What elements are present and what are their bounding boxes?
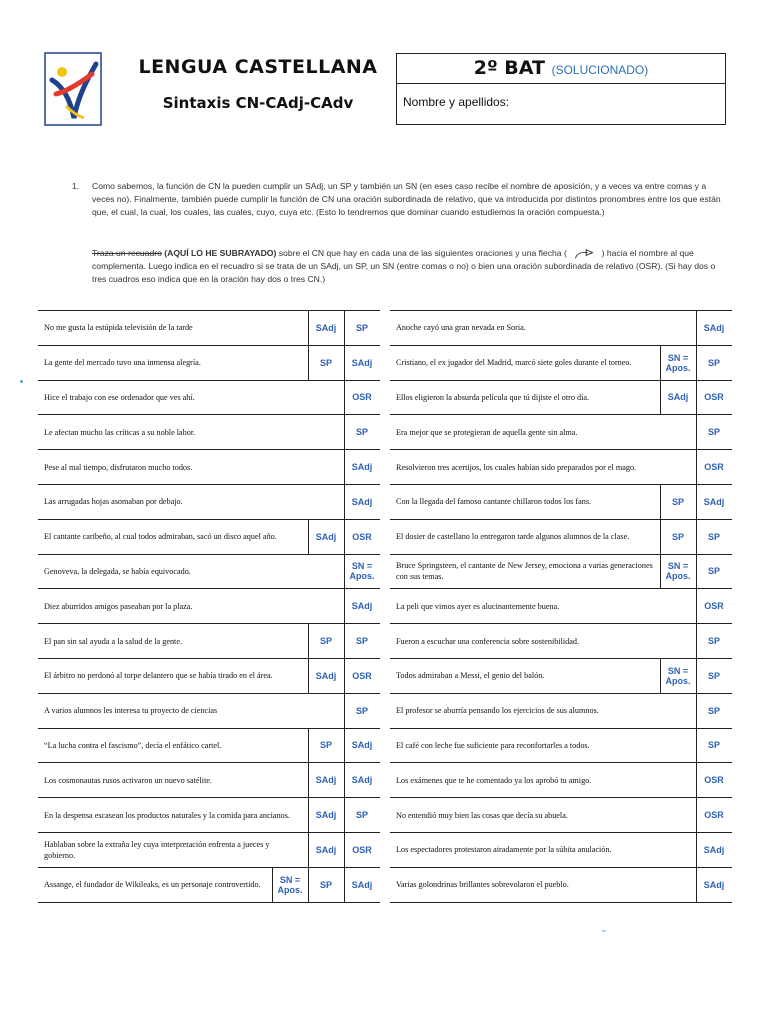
sentence-text: Anoche cayó una gran nevada en Soria.: [396, 323, 526, 333]
answer-label: SP: [671, 496, 684, 507]
exercise-row: [390, 798, 732, 833]
answer-label: SAdj: [351, 879, 373, 890]
answer-label: OSR: [704, 462, 724, 473]
answer-label: SP: [355, 636, 368, 647]
course-level: [397, 57, 725, 79]
answer-label: SP: [707, 636, 720, 647]
answer-label: SAdj: [351, 775, 373, 786]
answer-label: SAdj: [351, 496, 373, 507]
answer-label: SP: [319, 740, 332, 751]
exercise-row: [390, 589, 732, 624]
answer-label: SAdj: [351, 601, 373, 612]
answer-label: SAdj: [315, 322, 337, 333]
exercise-row: [390, 694, 732, 729]
page-title: LENGUA CASTELLANA: [138, 56, 378, 78]
answer-label: SP: [707, 357, 720, 368]
answer-label: OSR: [352, 670, 372, 681]
answer-label: SP: [355, 427, 368, 438]
exercise-row: [390, 833, 732, 868]
answer-label: SAdj: [703, 322, 725, 333]
exercise-row: [390, 763, 732, 798]
instructions-task: [92, 247, 724, 286]
answer-label: SP: [707, 531, 720, 542]
answer-label: OSR: [352, 844, 372, 855]
exercise-row: [38, 589, 380, 624]
sentence-text: El cantante caribeño, al cual todos admiraban, sacó un disco aquel año.: [44, 532, 277, 542]
answer-label: SN = Apos.: [349, 561, 375, 582]
sentence-text: Era mejor que se protegieran de aquella gente sin alma.: [396, 427, 578, 437]
exercise-row: [390, 555, 732, 590]
answer-label: SP: [707, 740, 720, 751]
sentence-text: Las arrugadas hojas asomaban por debajo.: [44, 497, 183, 507]
exercise-row: [390, 868, 732, 903]
answer-label: SAdj: [703, 496, 725, 507]
exercise-row: [390, 624, 732, 659]
answer-label: SAdj: [315, 531, 337, 542]
header-box: [396, 53, 726, 125]
sentence-text: Fueron a escuchar una conferencia sobre sostenibilidad.: [396, 636, 580, 646]
school-logo: [44, 52, 102, 126]
sentence-text: Assange, el fundador de Wikileaks, es un personaje controvertido.: [44, 880, 261, 890]
sentence-text: A varios alumnos les interesa tu proyecto de ciencias: [44, 706, 218, 716]
divider: [397, 83, 725, 84]
answer-label: SAdj: [703, 844, 725, 855]
left-exercise-table: [38, 310, 380, 903]
sentence-text: Con la llegada del famoso cantante chillaron todos los fans.: [396, 497, 592, 507]
sentence-text: Genoveva, la delegada, se había equivocado.: [44, 566, 191, 576]
exercise-row: [390, 346, 732, 381]
struck-text: Traza un recuadro: [92, 248, 162, 258]
answer-label: OSR: [704, 810, 724, 821]
sentence-text: La gente del mercado tuvo una inmensa alegría.: [44, 358, 201, 368]
answer-label: SP: [355, 810, 368, 821]
exercise-row: [38, 624, 380, 659]
sentence-text: “La lucha contra el fascismo”, decía el enfático cartel.: [44, 740, 222, 750]
sentence-text: Varias golondrinas brillantes sobrevolaron el pueblo.: [396, 880, 569, 890]
curved-arrow-icon: [569, 249, 599, 259]
answer-label: SAdj: [315, 670, 337, 681]
name-field-label: Nombre y apellidos:: [403, 95, 510, 109]
exercise-row: [38, 694, 380, 729]
answer-label: OSR: [352, 531, 372, 542]
exercise-row: [390, 381, 732, 416]
sentence-text: Bruce Springsteen, el cantante de New Jersey, emociona a varias generaciones con sus temas.: [396, 561, 653, 582]
answer-label: SAdj: [315, 775, 337, 786]
sentence-text: El café con leche fue suficiente para reconfortarles a todos.: [396, 740, 590, 750]
exercise-row: [38, 415, 380, 450]
answer-label: SP: [707, 427, 720, 438]
sentence-text: Todos admiraban a Messi, el genio del balón.: [396, 671, 545, 681]
exercise-row: [38, 381, 380, 416]
exercise-row: [38, 798, 380, 833]
right-exercise-table: [390, 310, 732, 903]
task-text-a: sobre el CN que hay en cada una de las siguientes oraciones y una flecha (: [278, 248, 567, 258]
answer-label: OSR: [352, 392, 372, 403]
exercise-row: [390, 520, 732, 555]
exercise-row: [390, 450, 732, 485]
sentence-text: La peli que vimos ayer es alucinantemente buena.: [396, 601, 560, 611]
exercise-number: 1.: [72, 181, 80, 191]
exercise-row: [38, 311, 380, 346]
exercise-row: [390, 311, 732, 346]
sentence-text: Los exámenes que te he comentado ya los aprobó tu amigo.: [396, 775, 592, 785]
exercise-row: [38, 659, 380, 694]
exercise-row: [390, 659, 732, 694]
exercise-row: [390, 415, 732, 450]
exercise-row: [38, 833, 380, 868]
answer-label: OSR: [704, 392, 724, 403]
answer-label: OSR: [704, 775, 724, 786]
sentence-text: Los cosmonautas rusos activaron un nuevo satélite.: [44, 775, 213, 785]
sentence-text: Diez aburridos amigos paseaban por la plaza.: [44, 601, 193, 611]
sentence-text: Cristiano, el ex jugador del Madrid, marcó siete goles durante el torneo.: [396, 358, 632, 368]
sentence-text: El dosier de castellano lo entregaron tarde algunos alumnos de la clase.: [396, 532, 630, 542]
exercise-row: [38, 485, 380, 520]
answer-label: SP: [707, 670, 720, 681]
sentence-text: Pese al mal tiempo, disfrutaron mucho todos.: [44, 462, 193, 472]
instructions-paragraph: [72, 180, 722, 219]
answer-label: SP: [355, 705, 368, 716]
sentence-text: El profesor se aburría pensando los ejercicios de sus alumnos.: [396, 706, 599, 716]
answer-label: SP: [707, 566, 720, 577]
exercise-row: [38, 763, 380, 798]
answer-label: SAdj: [351, 462, 373, 473]
sentence-text: No entendió muy bien las cosas que decía su abuela.: [396, 810, 568, 820]
exercise-row: [38, 346, 380, 381]
answer-label: SAdj: [315, 810, 337, 821]
exercise-row: [38, 520, 380, 555]
sentence-text: Le afectan mucho las críticas a su noble labor.: [44, 427, 196, 437]
answer-label: OSR: [704, 601, 724, 612]
answer-label: SAdj: [703, 879, 725, 890]
answer-label: SAdj: [667, 392, 689, 403]
instructions-text: Como sabemos, la función de CN la pueden cumplir un SAdj, un SP y también un SN (en eses caso recibe el nombre de aposición, y a veces va entre comas y a veces no). Finalmente, también puede cumplir la función de CN una oración subordinada de relativo, que va introducida por distintos pronombres entre los que están que, el cual, la cual, los cuales, las cuales, cuyo, cuya etc. (Esto lo tendremos que dominar cuando estudiemos la oración compuesta.): [92, 181, 721, 217]
answer-label: SP: [671, 531, 684, 542]
answer-label: SP: [319, 357, 332, 368]
answer-label: SN = Apos.: [665, 561, 691, 582]
status-label: (SOLUCIONADO): [551, 63, 649, 77]
exercise-row: [390, 485, 732, 520]
stray-dot: [20, 380, 23, 383]
emphasis-text: (AQUÍ LO HE SUBRAYADO): [164, 248, 277, 258]
answer-label: SN = Apos.: [665, 352, 691, 373]
exercise-row: [38, 555, 380, 590]
level-label: 2º BAT: [473, 57, 545, 79]
answer-label: SAdj: [315, 844, 337, 855]
answer-label: SAdj: [351, 357, 373, 368]
stray-chevron-icon: ⌄: [600, 924, 608, 934]
sentence-text: Hablaban sobre la extraña ley cuya interpretación enfrenta a jueces y gobierno.: [44, 839, 270, 860]
exercise-row: [38, 868, 380, 903]
exercise-row: [38, 450, 380, 485]
answer-label: SN = Apos.: [665, 665, 691, 686]
sentence-text: El pan sin sal ayuda a la salud de la gente.: [44, 636, 183, 646]
answer-label: SAdj: [351, 740, 373, 751]
sentence-text: Resolvieron tres acertijos, los cuales habían sido preparados por el mago.: [396, 462, 637, 472]
sentence-text: En la despensa escasean los productos naturales y la comida para ancianos.: [44, 810, 290, 820]
exercise-row: [38, 729, 380, 764]
page-subtitle: Sintaxis CN-CAdj-CAdv: [162, 94, 354, 112]
answer-label: SN = Apos.: [277, 874, 303, 895]
answer-label: SP: [319, 879, 332, 890]
answer-label: SP: [355, 322, 368, 333]
answer-label: SP: [707, 705, 720, 716]
sentence-text: Hice el trabajo con ese ordenador que ves ahí.: [44, 392, 195, 402]
sentence-text: Los espectadores protestaron airadamente por la súbita anulación.: [396, 845, 612, 855]
answer-label: SP: [319, 636, 332, 647]
task-text-b: ) hacia el nombre al que complementa. Luego indica en el recuadro si se trata de un SAdj, un SP, un SN (entre comas o no) o bien una oración subordinada de relativo (OSR). (Si hay dos o tres cuadros eso indica que en la oración hay dos o tres CN.): [92, 248, 716, 284]
sentence-text: No me gusta la estúpida televisión de la tarde: [44, 323, 193, 333]
exercise-row: [390, 729, 732, 764]
sentence-text: Ellos eligieron la absurda película que tú dijiste el otro día.: [396, 392, 590, 402]
sentence-text: El árbitro no perdonó al torpe delantero que se había tirado en el área.: [44, 671, 273, 681]
